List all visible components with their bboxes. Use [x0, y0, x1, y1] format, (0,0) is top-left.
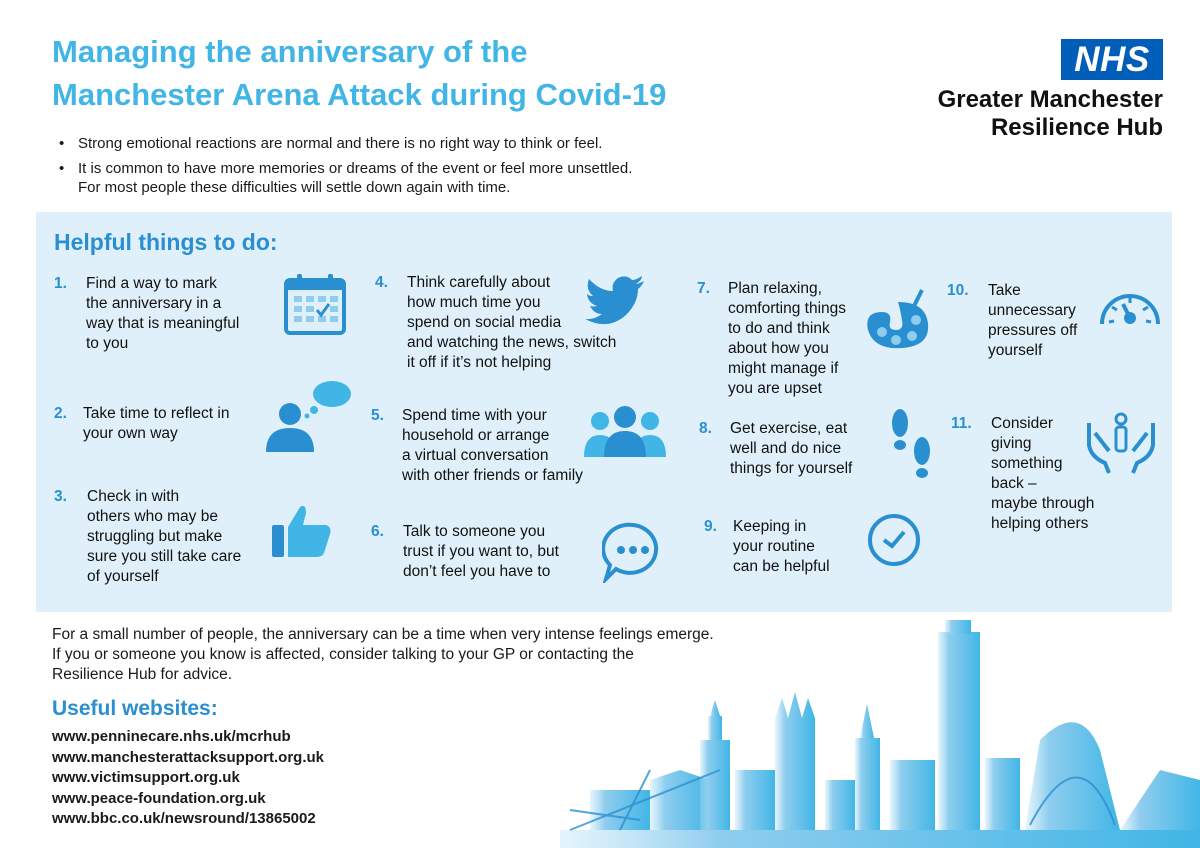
calendar-icon [282, 271, 348, 337]
caring-hands-icon [1085, 409, 1157, 477]
item-text: you are upset [728, 380, 822, 397]
item-text: your routine [733, 538, 815, 555]
item-number: 10. [947, 282, 969, 299]
item-text: and watching the news, switch [407, 334, 617, 351]
thinking-person-icon [264, 378, 356, 454]
intro-bullet-text: For most people these difficulties will settle down again with time. [78, 179, 511, 196]
item-text: of yourself [87, 568, 159, 585]
intro-bullet [58, 134, 818, 153]
intro-bullets [58, 134, 818, 203]
item-number: 1. [54, 275, 67, 292]
item-text: Keeping in [733, 518, 807, 535]
website-link[interactable]: www.peace-foundation.org.uk [52, 789, 266, 807]
twitter-bird-icon [584, 275, 646, 325]
item-text: your own way [83, 425, 178, 442]
item-text: Talk to someone you [403, 523, 546, 540]
item-number: 8. [699, 420, 712, 437]
helpful-item-8 [699, 419, 852, 479]
item-text: it off if it’s not helping [407, 354, 552, 371]
organisation-name-line2: Resilience Hub [990, 114, 1163, 141]
helpful-item-7 [697, 279, 846, 399]
item-text: Plan relaxing, [728, 280, 822, 297]
intro-bullet [58, 159, 818, 197]
useful-websites-heading: Useful websites: [52, 697, 218, 720]
thumbs-up-icon [270, 503, 334, 559]
clock-icon [866, 512, 922, 568]
helpful-item-5 [371, 406, 583, 486]
item-text: pressures off [988, 322, 1078, 339]
item-text: the anniversary in a [86, 295, 222, 312]
item-text: trust if you want to, but [403, 543, 559, 560]
item-text: with other friends or family [402, 467, 583, 484]
item-text: yourself [988, 342, 1043, 359]
helpful-item-4 [375, 273, 616, 373]
nhs-logo: NHS [1061, 39, 1163, 80]
item-number: 3. [54, 488, 67, 505]
paint-palette-icon [862, 288, 932, 352]
item-text: a virtual conversation [402, 447, 549, 464]
item-text: how much time you [407, 294, 541, 311]
item-text: Consider [991, 415, 1054, 432]
website-link[interactable]: www.manchesterattacksupport.org.uk [52, 748, 325, 766]
item-number: 7. [697, 280, 710, 297]
item-text: sure you still take care [87, 548, 242, 565]
item-text: can be helpful [733, 558, 830, 575]
item-text: maybe through [991, 495, 1095, 512]
item-text: might manage if [728, 360, 839, 377]
helpful-item-3 [54, 487, 241, 587]
item-text: Find a way to mark [86, 275, 217, 292]
helpful-item-10 [947, 281, 1077, 361]
helpful-item-1 [54, 274, 239, 354]
footprints-icon [886, 407, 936, 487]
item-text: to do and think [728, 320, 830, 337]
website-list [52, 727, 324, 830]
item-text: don’t feel you have to [403, 563, 551, 580]
closing-line: If you or someone you know is affected, consider talking to your GP or contacting the [52, 646, 634, 663]
item-text: Get exercise, eat [730, 420, 848, 437]
closing-line: For a small number of people, the anniversary can be a time when very intense feelings emerge. [52, 626, 714, 643]
item-text: struggling but make [87, 528, 223, 545]
manchester-skyline-illustration [560, 620, 1200, 848]
website-link[interactable]: www.penninecare.nhs.uk/mcrhub [52, 728, 291, 745]
item-text: about how you [728, 340, 829, 357]
helpful-item-11 [951, 414, 1094, 534]
item-text: helping others [991, 515, 1089, 532]
item-text: Think carefully about [407, 274, 551, 291]
item-number: 6. [371, 523, 384, 540]
item-text: giving [991, 435, 1032, 452]
item-number: 2. [54, 405, 67, 422]
helpful-things-heading: Helpful things to do: [54, 229, 278, 255]
helpful-item-9 [704, 517, 830, 577]
item-text: Take time to reflect in [83, 405, 230, 422]
intro-bullet-text: It is common to have more memories or dreams of the event or feel more unsettled. [78, 160, 633, 177]
item-text: things for yourself [730, 460, 853, 477]
helpful-item-2 [54, 404, 229, 444]
item-number: 9. [704, 518, 717, 535]
page-title-line1: Managing the anniversary of the [52, 34, 528, 69]
item-text: well and do nice [730, 440, 842, 457]
organisation-name [938, 86, 1163, 142]
page-title-line2: Manchester Arena Attack during Covid-19 [52, 77, 667, 112]
item-text: spend on social media [407, 314, 562, 331]
item-text: Spend time with your [402, 407, 547, 424]
group-people-icon [582, 403, 668, 459]
item-text: Take [988, 282, 1021, 299]
item-text: comforting things [728, 300, 847, 317]
website-link[interactable]: www.bbc.co.uk/newsround/13865002 [52, 810, 316, 827]
item-number: 5. [371, 407, 384, 424]
website-link[interactable]: www.victimsupport.org.uk [52, 769, 240, 786]
item-number: 4. [375, 274, 388, 291]
item-text: back – [991, 475, 1037, 492]
item-text: way that is meaningful [86, 315, 240, 332]
pressure-gauge-icon [1097, 284, 1163, 328]
item-text: unnecessary [988, 302, 1076, 319]
item-text: something [991, 455, 1063, 472]
item-text: household or arrange [402, 427, 550, 444]
helpful-item-6 [371, 522, 559, 582]
page-title [52, 30, 772, 116]
item-text: Check in with [87, 488, 180, 505]
organisation-name-line1: Greater Manchester [937, 86, 1163, 113]
item-number: 11. [951, 415, 972, 432]
closing-line: Resilience Hub for advice. [52, 666, 233, 683]
item-text: to you [86, 335, 129, 352]
chat-bubble-icon [602, 521, 664, 583]
intro-bullet-text: Strong emotional reactions are normal and there is no right way to think or feel. [78, 135, 603, 152]
item-text: others who may be [87, 508, 218, 525]
